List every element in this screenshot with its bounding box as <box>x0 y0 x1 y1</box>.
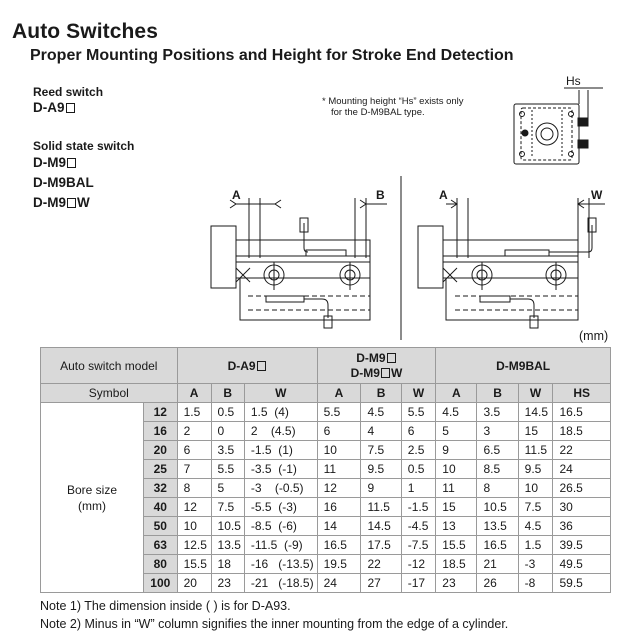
value-cell: 10 <box>317 441 361 460</box>
solid-state-model-2: D-M9BAL <box>33 175 94 190</box>
dimension-a-left-label: A <box>232 188 241 202</box>
symbol-cell: B <box>361 384 401 403</box>
value-cell: 11 <box>317 460 361 479</box>
value-cell: 5.5 <box>401 403 436 422</box>
bore-size-cell: 20 <box>144 441 178 460</box>
value-cell: 13.5 <box>211 536 244 555</box>
symbol-cell: A <box>317 384 361 403</box>
symbol-cell: W <box>244 384 317 403</box>
value-cell: 9.5 <box>518 460 553 479</box>
hs-dimension-label: Hs <box>566 74 581 88</box>
value-cell: 0.5 <box>211 403 244 422</box>
value-cell: 5 <box>211 479 244 498</box>
symbol-cell: A <box>177 384 211 403</box>
bore-size-cell: 25 <box>144 460 178 479</box>
value-cell: 4.5 <box>436 403 477 422</box>
bore-size-cell: 40 <box>144 498 178 517</box>
value-cell: 14.5 <box>361 517 401 536</box>
value-cell: 23 <box>436 574 477 593</box>
value-cell: 24 <box>317 574 361 593</box>
bore-size-cell: 80 <box>144 555 178 574</box>
value-cell: 7.5 <box>518 498 553 517</box>
auto-switch-model-header: Auto switch model <box>41 348 178 384</box>
note-1: Note 1) The dimension inside ( ) is for D-A93. <box>40 599 291 613</box>
symbol-cell: W <box>401 384 436 403</box>
value-cell: -8 <box>518 574 553 593</box>
value-cell: 16.5 <box>317 536 361 555</box>
value-cell: 10 <box>436 460 477 479</box>
value-cell: 36 <box>553 517 611 536</box>
value-cell: 27 <box>361 574 401 593</box>
value-cell: 15 <box>518 422 553 441</box>
value-cell: 18.5 <box>553 422 611 441</box>
cylinder-end-view <box>514 88 603 164</box>
mounting-position-table <box>40 347 611 593</box>
value-cell: 22 <box>553 441 611 460</box>
value-cell: -8.5 (-6) <box>244 517 317 536</box>
value-cell: -7.5 <box>401 536 436 555</box>
value-cell: 1.5 <box>518 536 553 555</box>
group-header-d-m9bal: D-M9BAL <box>436 348 611 384</box>
value-cell: 26.5 <box>553 479 611 498</box>
unit-label: (mm) <box>579 329 609 343</box>
value-cell: 0.5 <box>401 460 436 479</box>
value-cell: -16 (-13.5) <box>244 555 317 574</box>
value-cell: 7.5 <box>211 498 244 517</box>
value-cell: 13.5 <box>477 517 518 536</box>
value-cell: 26 <box>477 574 518 593</box>
solid-state-switch-label: Solid state switch <box>33 139 135 153</box>
value-cell: 21 <box>477 555 518 574</box>
value-cell: 4.5 <box>361 403 401 422</box>
value-cell: 15.5 <box>436 536 477 555</box>
value-cell: 16.5 <box>553 403 611 422</box>
value-cell: -1.5 <box>401 498 436 517</box>
bore-size-cell: 32 <box>144 479 178 498</box>
value-cell: 17.5 <box>361 536 401 555</box>
value-cell: 9 <box>436 441 477 460</box>
dimension-w-label: W <box>591 188 603 202</box>
value-cell: 3.5 <box>211 441 244 460</box>
value-cell: -3.5 (-1) <box>244 460 317 479</box>
value-cell: 20 <box>177 574 211 593</box>
page-title: Auto Switches <box>12 20 158 43</box>
value-cell: 7.5 <box>361 441 401 460</box>
value-cell: 10.5 <box>477 498 518 517</box>
table-row <box>41 403 611 422</box>
value-cell: 2.5 <box>401 441 436 460</box>
bore-size-cell: 63 <box>144 536 178 555</box>
symbol-cell: B <box>477 384 518 403</box>
value-cell: 2 <box>177 422 211 441</box>
value-cell: 9.5 <box>361 460 401 479</box>
value-cell: -11.5 (-9) <box>244 536 317 555</box>
dimension-b-label: B <box>376 188 385 202</box>
reed-switch-label: Reed switch <box>33 85 104 99</box>
value-cell: 6.5 <box>477 441 518 460</box>
value-cell: 8.5 <box>477 460 518 479</box>
value-cell: 1 <box>401 479 436 498</box>
value-cell: -3 <box>518 555 553 574</box>
value-cell: 3.5 <box>477 403 518 422</box>
value-cell: -3 (-0.5) <box>244 479 317 498</box>
symbol-cell: A <box>436 384 477 403</box>
value-cell: 14 <box>317 517 361 536</box>
bore-size-cell: 50 <box>144 517 178 536</box>
value-cell: 23 <box>211 574 244 593</box>
reed-switch-model: D-A9 <box>33 100 76 115</box>
value-cell: 5 <box>436 422 477 441</box>
value-cell: 13 <box>436 517 477 536</box>
value-cell: 12 <box>177 498 211 517</box>
value-cell: 11.5 <box>361 498 401 517</box>
value-cell: 30 <box>553 498 611 517</box>
value-cell: -17 <box>401 574 436 593</box>
value-cell: 49.5 <box>553 555 611 574</box>
value-cell: 6 <box>177 441 211 460</box>
value-cell: 7 <box>177 460 211 479</box>
bore-size-rows <box>41 403 611 593</box>
group-header-d-m9: D-M9 D-M9 W <box>317 348 436 384</box>
symbol-cell: W <box>518 384 553 403</box>
value-cell: 8 <box>477 479 518 498</box>
bore-size-cell: 12 <box>144 403 178 422</box>
note-2: Note 2) Minus in “W” column signifies the inner mounting from the edge of a cylinder. <box>40 617 509 631</box>
dimension-a-right-label: A <box>439 188 448 202</box>
value-cell: 22 <box>361 555 401 574</box>
value-cell: -5.5 (-3) <box>244 498 317 517</box>
value-cell: 1.5 (4) <box>244 403 317 422</box>
bore-size-cell: 100 <box>144 574 178 593</box>
value-cell: 1.5 <box>177 403 211 422</box>
value-cell: 15 <box>436 498 477 517</box>
value-cell: -12 <box>401 555 436 574</box>
value-cell: 19.5 <box>317 555 361 574</box>
solid-state-model-1: D-M9 <box>33 155 77 170</box>
value-cell: 16 <box>317 498 361 517</box>
value-cell: 10 <box>177 517 211 536</box>
value-cell: 10.5 <box>211 517 244 536</box>
page-subtitle: Proper Mounting Positions and Height for Stroke End Detection <box>30 47 514 64</box>
value-cell: 8 <box>177 479 211 498</box>
symbol-cell: B <box>211 384 244 403</box>
value-cell: 24 <box>553 460 611 479</box>
value-cell: -1.5 (1) <box>244 441 317 460</box>
value-cell: 5.5 <box>211 460 244 479</box>
value-cell: 11 <box>436 479 477 498</box>
value-cell: 4.5 <box>518 517 553 536</box>
value-cell: 39.5 <box>553 536 611 555</box>
value-cell: 15.5 <box>177 555 211 574</box>
symbol-header: Symbol <box>41 384 178 403</box>
value-cell: 5.5 <box>317 403 361 422</box>
cylinder-side-view-left <box>211 198 387 328</box>
value-cell: 18 <box>211 555 244 574</box>
value-cell: -21 (-18.5) <box>244 574 317 593</box>
value-cell: 3 <box>477 422 518 441</box>
value-cell: 12 <box>317 479 361 498</box>
value-cell: 14.5 <box>518 403 553 422</box>
value-cell: 10 <box>518 479 553 498</box>
value-cell: 2 (4.5) <box>244 422 317 441</box>
value-cell: -4.5 <box>401 517 436 536</box>
value-cell: 0 <box>211 422 244 441</box>
solid-state-model-3: D-M9 W <box>33 195 90 210</box>
value-cell: 11.5 <box>518 441 553 460</box>
value-cell: 18.5 <box>436 555 477 574</box>
value-cell: 4 <box>361 422 401 441</box>
bore-size-label: Bore size (mm) <box>41 403 144 593</box>
value-cell: 6 <box>317 422 361 441</box>
bore-size-cell: 16 <box>144 422 178 441</box>
group-header-d-a9: D-A9 <box>177 348 317 384</box>
cylinder-side-view-right <box>418 198 605 328</box>
value-cell: 12.5 <box>177 536 211 555</box>
symbol-cell: HS <box>553 384 611 403</box>
value-cell: 6 <box>401 422 436 441</box>
hs-footnote: * Mounting height “Hs” exists only for the D-M9BAL type. <box>322 96 464 118</box>
value-cell: 59.5 <box>553 574 611 593</box>
value-cell: 16.5 <box>477 536 518 555</box>
value-cell: 9 <box>361 479 401 498</box>
